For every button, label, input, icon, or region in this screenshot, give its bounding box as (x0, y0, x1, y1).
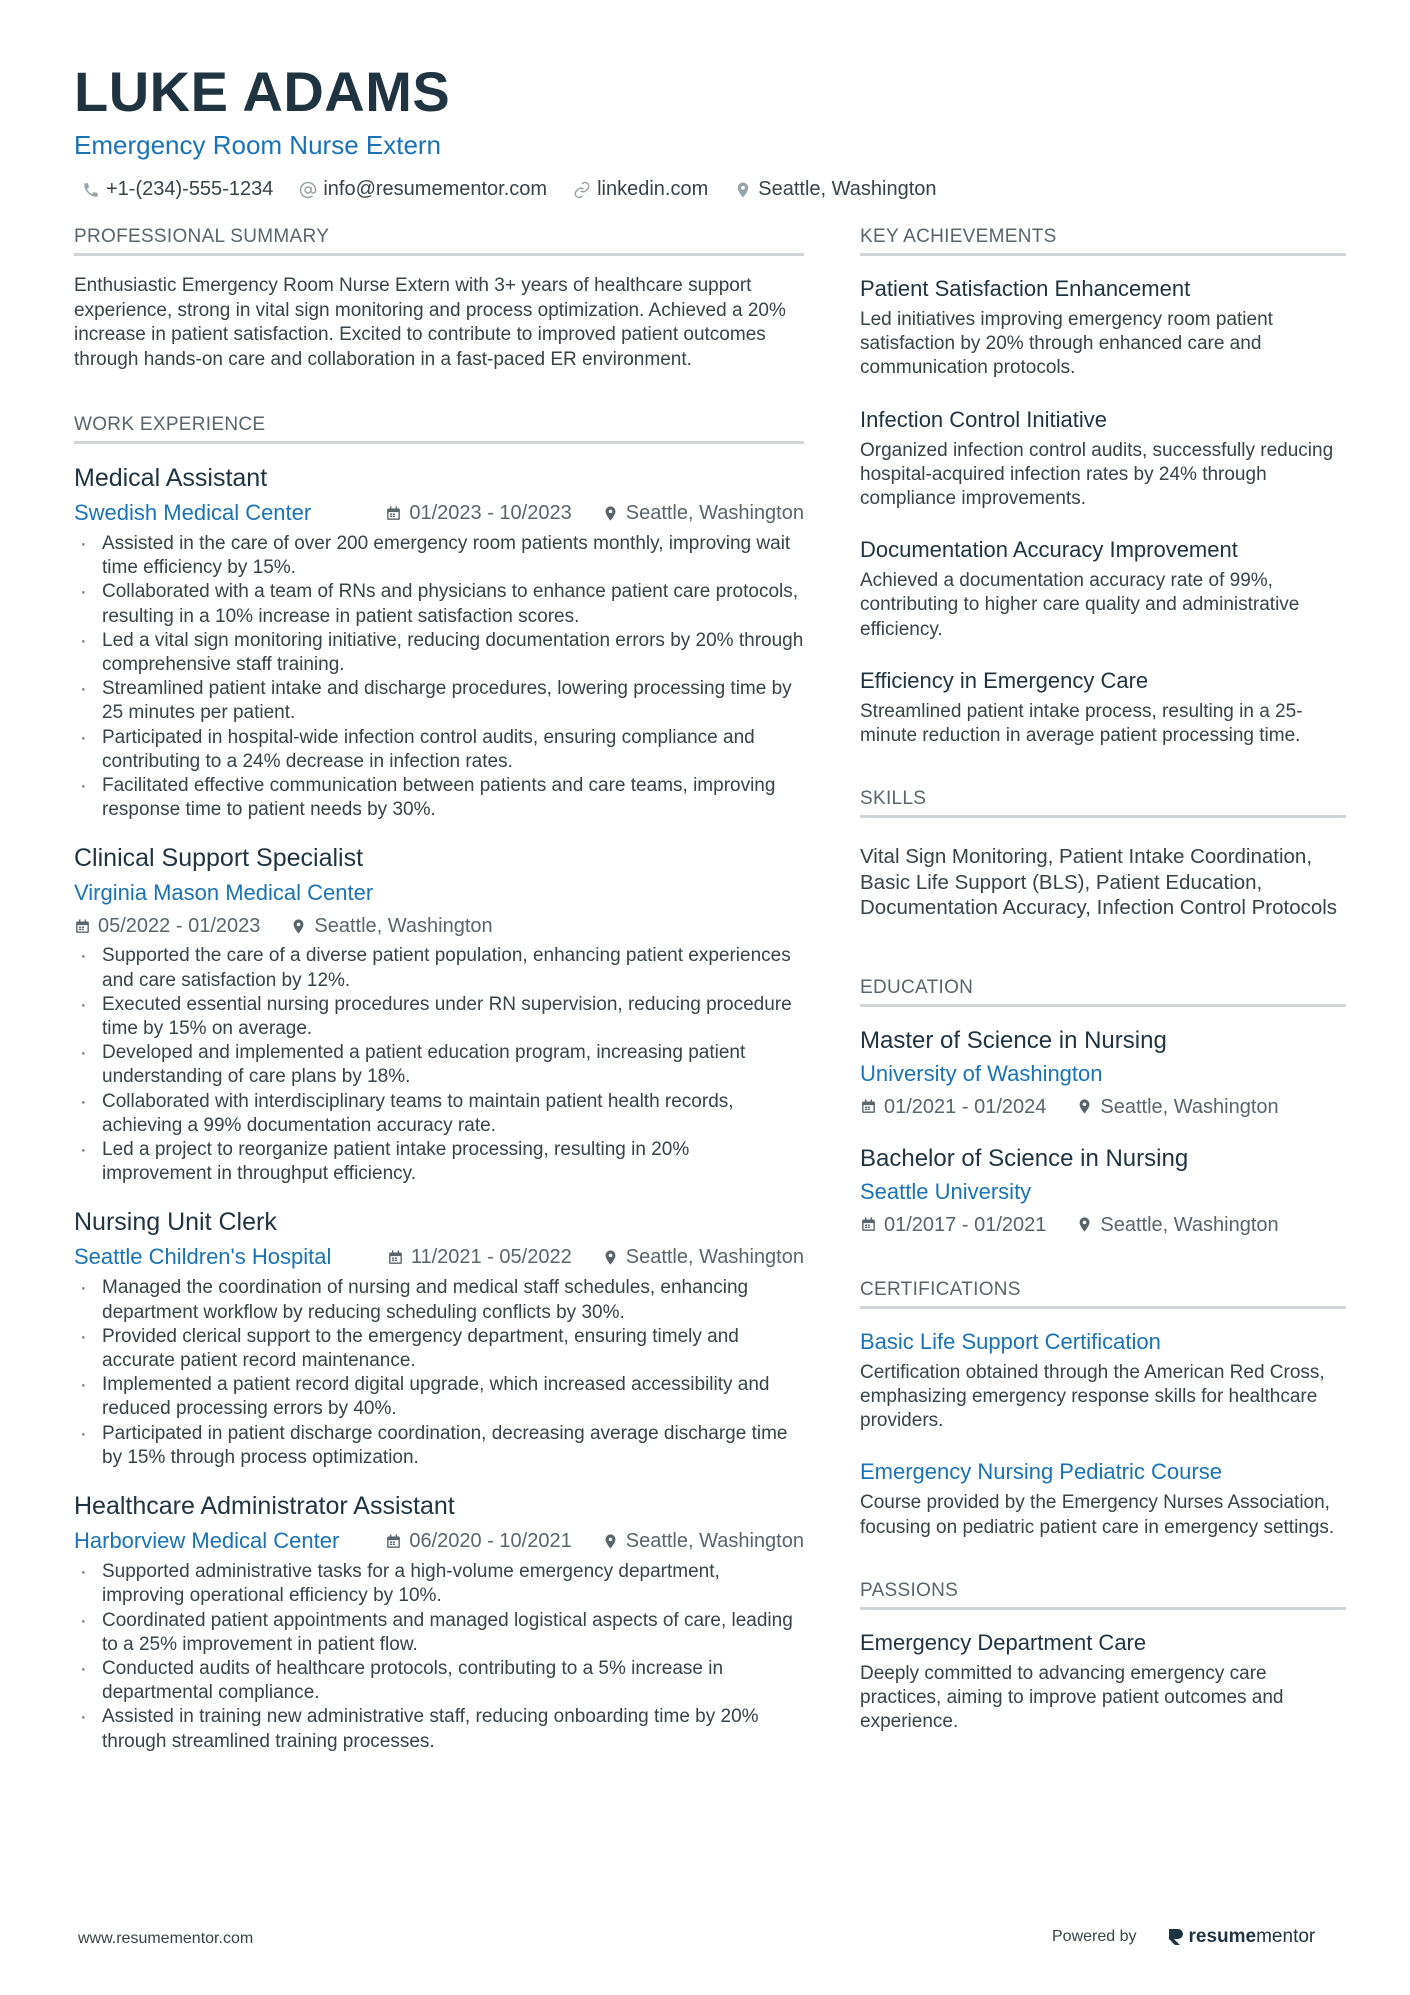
job-meta (74, 912, 804, 940)
bullet-item: · Led a vital sign monitoring initiative, reducing documentation errors by 20% through comprehensive staff training. (74, 629, 804, 677)
job-entry (74, 462, 804, 822)
job-entry (74, 842, 804, 1186)
job-title: Nursing Unit Clerk (74, 1208, 277, 1237)
achievement-title: Efficiency in Emergency Care (860, 667, 1149, 693)
bullet-item: · Coordinated patient appointments and managed logistical aspects of care, leading to a 25% improvement in patient flow. (74, 1609, 804, 1657)
job-location (602, 502, 804, 525)
achievement-title: Documentation Accuracy Improvement (860, 537, 1238, 563)
education-dates (860, 1211, 1046, 1239)
company-name: Swedish Medical Center (74, 500, 312, 525)
education-item (860, 1143, 1346, 1239)
job-entry (74, 1206, 804, 1470)
map-pin-icon (734, 181, 752, 199)
achievements-heading: KEY ACHIEVEMENTS (860, 226, 1346, 256)
bullet-item: · Implemented a patient record digital upgrade, which increased accessibility and reduced processing errors by 40%. (74, 1373, 804, 1421)
job-location (602, 1246, 804, 1269)
bullet-item: · Conducted audits of healthcare protocols, contributing to a 5% increase in departmental compliance. (74, 1657, 804, 1705)
achievement-title: Patient Satisfaction Enhancement (860, 276, 1191, 301)
achievement-item (860, 274, 1346, 381)
dates-text: 01/2021 - 01/2024 (884, 1095, 1047, 1118)
calendar-icon (860, 1098, 877, 1115)
bullet-item: · Supported the care of a diverse patient population, enhancing patient experiences and care satisfaction by 12%. (74, 944, 804, 992)
contact-bar (74, 178, 1344, 201)
bullet-item: · Executed essential nursing procedures under RN supervision, reducing procedure time by 15% on average. (74, 993, 804, 1041)
location-text: Seattle, Washington (1100, 1095, 1279, 1118)
brand-light: mentor (1256, 1926, 1316, 1947)
job-location (602, 1530, 804, 1553)
passion-item (860, 1628, 1346, 1735)
footer-website[interactable]: www.resumementor.com (78, 1930, 254, 1947)
contact-location (734, 178, 936, 201)
certifications-heading: CERTIFICATIONS (860, 1279, 1346, 1309)
resumementor-logo-icon (1167, 1927, 1185, 1947)
map-pin-icon (602, 1249, 619, 1266)
summary-heading: PROFESSIONAL SUMMARY (74, 226, 804, 256)
calendar-icon (385, 505, 402, 522)
achievement-title: Infection Control Initiative (860, 406, 1108, 432)
contact-email[interactable] (299, 178, 547, 201)
job-bullets (74, 1276, 804, 1470)
achievement-item (860, 666, 1346, 748)
achievement-item (860, 535, 1346, 642)
passion-title: Emergency Department Care (860, 1629, 1147, 1655)
candidate-title: Emergency Room Nurse Extern (74, 130, 442, 160)
job-meta (74, 1242, 804, 1272)
certification-desc: Course provided by the Emergency Nurses Association, focusing on pediatric patient care in emergency settings. (860, 1492, 1335, 1538)
bullet-item: · Assisted in training new administrative staff, reducing onboarding time by 20% through streamlined training processes. (74, 1705, 804, 1753)
education-meta (860, 1093, 1346, 1121)
calendar-icon (387, 1249, 404, 1266)
brand-bold: resume (1188, 1926, 1257, 1947)
degree-title: Master of Science in Nursing (860, 1026, 1167, 1054)
job-dates (385, 1530, 571, 1553)
bullet-item: · Managed the coordination of nursing and medical staff schedules, enhancing department workflow by reducing scheduling conflicts by 30%. (74, 1276, 804, 1324)
bullet-item: · Participated in hospital-wide infection control audits, ensuring compliance and contributing to a 24% decrease in infection rates. (74, 726, 804, 774)
passions-heading: PASSIONS (860, 1580, 1346, 1610)
job-dates (385, 502, 571, 525)
map-pin-icon (602, 505, 619, 522)
map-pin-icon (602, 1533, 619, 1550)
job-dates (387, 1246, 572, 1269)
skills-text: Vital Sign Monitoring, Patient Intake Coordination, Basic Life Support (BLS), Patient Education, Documentation Accuracy, Infection Control Protocols (860, 845, 1338, 920)
bullet-item: · Led a project to reorganize patient intake processing, resulting in 20% improvement in throughput efficiency. (74, 1138, 804, 1186)
achievement-desc: Organized infection control audits, successfully reducing hospital-acquired infection rates by 24% through compliance improvements. (860, 439, 1334, 510)
school-name: Seattle University (860, 1178, 1032, 1204)
location-text: Seattle, Washington (625, 1245, 804, 1268)
link-icon (573, 181, 591, 199)
calendar-icon (385, 1533, 402, 1550)
school-name: University of Washington (860, 1060, 1103, 1086)
job-meta (74, 1526, 804, 1556)
job-bullets (74, 532, 804, 822)
email-text: info@resumementor.com (323, 178, 548, 200)
location-text: Seattle, Washington (1100, 1213, 1279, 1236)
job-title: Healthcare Administrator Assistant (74, 1492, 455, 1521)
map-pin-icon (1076, 1216, 1093, 1233)
calendar-icon (74, 918, 91, 935)
location-text: Seattle, Washington (314, 915, 493, 938)
job-dates (74, 912, 260, 940)
candidate-name: LUKE ADAMS (74, 60, 451, 123)
education-meta (860, 1211, 1346, 1239)
bullet-item: · Facilitated effective communication between patients and care teams, improving response time to patient needs by 30%. (74, 774, 804, 822)
job-bullets (74, 944, 804, 1186)
bullet-item: · Collaborated with interdisciplinary teams to maintain patient health records, achieving a 99% documentation accuracy rate. (74, 1090, 804, 1138)
company-name: Seattle Children's Hospital (74, 1244, 332, 1270)
map-pin-icon (1076, 1098, 1093, 1115)
education-item (860, 1025, 1346, 1121)
dates-text: 06/2020 - 10/2021 (409, 1529, 572, 1552)
brand-logo[interactable] (1167, 1926, 1316, 1948)
resume-header (74, 58, 1344, 201)
company-name: Harborview Medical Center (74, 1528, 340, 1554)
calendar-icon (860, 1216, 877, 1233)
job-meta (74, 498, 804, 528)
left-column (74, 226, 804, 1774)
certification-item (860, 1327, 1346, 1434)
contact-phone (82, 178, 273, 201)
company-name: Virginia Mason Medical Center (74, 880, 374, 906)
passion-desc: Deeply committed to advancing emergency care practices, aiming to improve patient outcomes and experience. (860, 1662, 1284, 1733)
achievement-desc: Led initiatives improving emergency room patient satisfaction by 20% through enhanced care and communication protocols. (860, 309, 1273, 379)
skills-heading: SKILLS (860, 788, 1346, 818)
linkedin-text: linkedin.com (597, 178, 709, 200)
dates-text: 05/2022 - 01/2023 (98, 915, 261, 938)
bullet-item: · Collaborated with a team of RNs and physicians to enhance patient care protocols, resulting in a 10% increase in patient satisfaction scores. (74, 580, 804, 628)
degree-title: Bachelor of Science in Nursing (860, 1144, 1189, 1172)
dates-text: 01/2017 - 01/2021 (884, 1213, 1047, 1236)
bullet-item: · Streamlined patient intake and discharge procedures, lowering processing time by 25 minutes per patient. (74, 677, 804, 725)
phone-text: +1-(234)-555-1234 (106, 178, 274, 200)
contact-linkedin[interactable] (573, 178, 708, 201)
certification-title: Emergency Nursing Pediatric Course (860, 1459, 1222, 1485)
job-bullets (74, 1560, 804, 1754)
right-column (860, 226, 1346, 1758)
location-text: Seattle, Washington (625, 1529, 804, 1552)
bullet-item: · Developed and implemented a patient education program, increasing patient understanding of care plans by 18%. (74, 1041, 804, 1089)
summary-text: Enthusiastic Emergency Room Nurse Extern with 3+ years of healthcare support experience, strong in vital sign monitoring and process optimization. Achieved a 20% increase in patient satisfaction. Excited to contribute to improved patient outcomes through hands-on care and collaboration in a fast-paced ER environment. (74, 275, 786, 370)
bullet-item: · Participated in patient discharge coordination, decreasing average discharge time by 15% through process optimization. (74, 1422, 804, 1470)
experience-heading: WORK EXPERIENCE (74, 414, 804, 444)
certification-item (860, 1457, 1346, 1539)
job-entry (74, 1490, 804, 1754)
achievement-desc: Achieved a documentation accuracy rate of 99%, contributing to higher care quality and administrative efficiency. (860, 570, 1300, 640)
dates-text: 01/2023 - 10/2023 (409, 501, 572, 524)
bullet-item: · Supported administrative tasks for a high-volume emergency department, improving operational efficiency by 10%. (74, 1560, 804, 1608)
dates-text: 11/2021 - 05/2022 (410, 1245, 572, 1268)
location-text: Seattle, Washington (625, 501, 804, 524)
job-location (290, 912, 492, 940)
at-sign-icon (299, 181, 317, 199)
achievement-item (860, 405, 1346, 512)
achievement-desc: Streamlined patient intake process, resulting in a 25-minute reduction in average patient processing time. (860, 700, 1303, 747)
education-location (1076, 1093, 1278, 1121)
phone-icon (82, 181, 100, 199)
powered-by-text: Powered by (1052, 1928, 1137, 1945)
map-pin-icon (290, 918, 307, 935)
location-text: Seattle, Washington (758, 178, 937, 200)
job-title: Medical Assistant (74, 464, 268, 492)
education-dates (860, 1093, 1046, 1121)
education-heading: EDUCATION (860, 977, 1346, 1007)
education-location (1076, 1211, 1278, 1239)
bullet-item: · Provided clerical support to the emergency department, ensuring timely and accurate patient record maintenance. (74, 1325, 804, 1373)
job-title: Clinical Support Specialist (74, 844, 364, 873)
bullet-item: · Assisted in the care of over 200 emergency room patients monthly, improving wait time efficiency by 15%. (74, 532, 804, 580)
certification-title: Basic Life Support Certification (860, 1328, 1161, 1354)
footer-branding (1052, 1926, 1315, 1948)
certification-desc: Certification obtained through the American Red Cross, emphasizing emergency response skills for healthcare providers. (860, 1361, 1325, 1432)
